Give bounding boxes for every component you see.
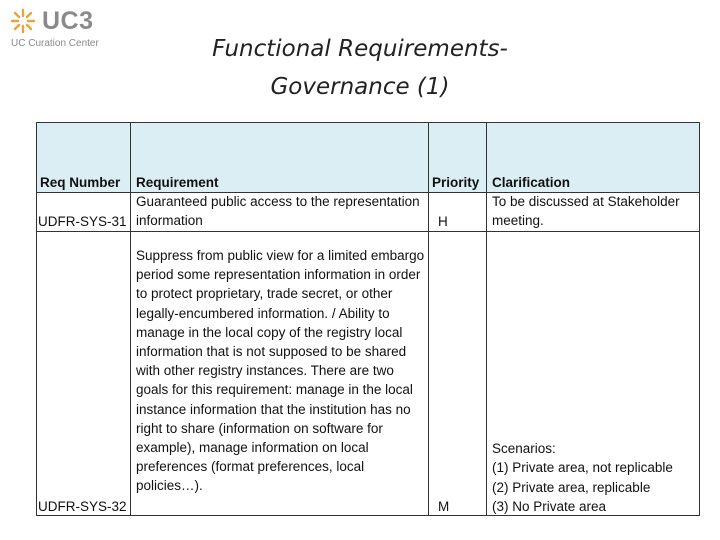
- table-row-2-requirement: Suppress from public view for a limited embargo period some representation information in order to protect proprietary, trade secret, or other legally-encumbered information. / Ability to manage in the local copy of the registry local information that is not supposed to be shared with other registry instances. There are two goals for this requirement: manage in the local instance information that the institution has no right to share (information on software for example), manage information on local preferences (format preferences, local policies…).: [136, 248, 425, 494]
- column-divider: [428, 122, 429, 516]
- header-req-number: Req Number: [40, 175, 121, 190]
- column-divider: [130, 122, 131, 516]
- clarification-line: (3) No Private area: [492, 498, 607, 514]
- clarification-line: Scenarios:: [492, 441, 556, 457]
- clarification-line: (1) Private area, not replicable: [492, 460, 673, 476]
- table-row-1-req-number: [38, 193, 130, 231]
- page-title-line-2: Governance (1): [270, 74, 450, 100]
- table-row-2-clarification: [492, 232, 697, 516]
- req-number-text: UDFR-SYS-31: [38, 213, 127, 229]
- uc3-star-logo-icon: [10, 8, 36, 34]
- column-divider: [486, 122, 487, 516]
- table-row-1-priority: [438, 193, 478, 231]
- page-title-line-1: Functional Requirements-: [212, 36, 508, 62]
- logo-subtitle: UC Curation Center: [11, 38, 99, 49]
- header-clarification: Clarification: [492, 175, 571, 190]
- table-row-2-priority: [438, 232, 478, 516]
- logo-name: UC3: [42, 7, 94, 35]
- clarification-line: (2) Private area, replicable: [492, 479, 651, 495]
- table-row-2-req-number: [38, 232, 130, 516]
- req-number-text: UDFR-SYS-32: [38, 498, 127, 514]
- page-title: [150, 30, 570, 106]
- uc3-logo: [8, 6, 128, 50]
- priority-text: H: [438, 213, 448, 229]
- table-row-1-clarification: To be discussed at Stakeholder meeting.: [492, 194, 680, 229]
- header-requirement: Requirement: [136, 175, 219, 190]
- priority-text: M: [438, 498, 450, 514]
- table-row-1-requirement: Guaranteed public access to the representation information: [136, 194, 420, 229]
- header-priority: Priority: [432, 175, 480, 190]
